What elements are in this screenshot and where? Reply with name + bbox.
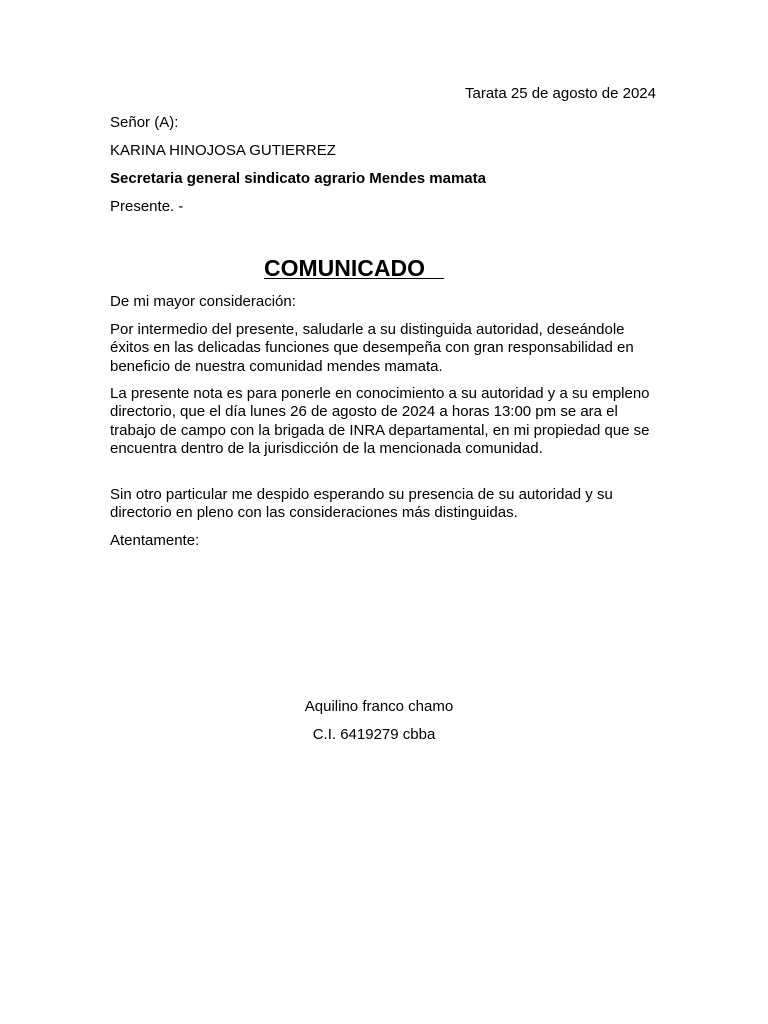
document-title: COMUNICADO: [264, 255, 445, 281]
recipient-name: KARINA HINOJOSA GUTIERREZ: [110, 142, 336, 159]
recipient-position: Secretaria general sindicato agrario Mendes mamata: [110, 170, 486, 187]
signature-name: Aquilino franco chamo: [304, 698, 454, 715]
greeting: De mi mayor consideración:: [110, 293, 296, 310]
closing: Atentamente:: [110, 532, 200, 549]
body-paragraph-2: La presente nota es para ponerle en conocimiento a su autoridad y a su empleno directorio, que el día lunes 26 de agosto de 2024 a horas 13:00 pm se ara el trabajo de campo con la brigada de INRA departamental, en mi propiedad que se encuentra dentro de la jurisdicción de la mencionada comunidad.: [110, 385, 650, 457]
signature-ci: C.I. 6419279 cbba: [312, 726, 436, 743]
body-paragraph-3: Sin otro particular me despido esperando su presencia de su autoridad y su directorio en pleno con las consideraciones más distinguidas.: [110, 486, 613, 522]
recipient-presente: Presente. -: [110, 198, 184, 215]
recipient-salutation: Señor (A):: [110, 114, 179, 131]
date-line: Tarata 25 de agosto de 2024: [465, 85, 656, 102]
body-paragraph-1: Por intermedio del presente, saludarle a su distinguida autoridad, deseándole éxitos en las delicadas funciones que desempeña con gran responsabilidad en beneficio de nuestra comunidad mendes mamata.: [110, 321, 634, 375]
